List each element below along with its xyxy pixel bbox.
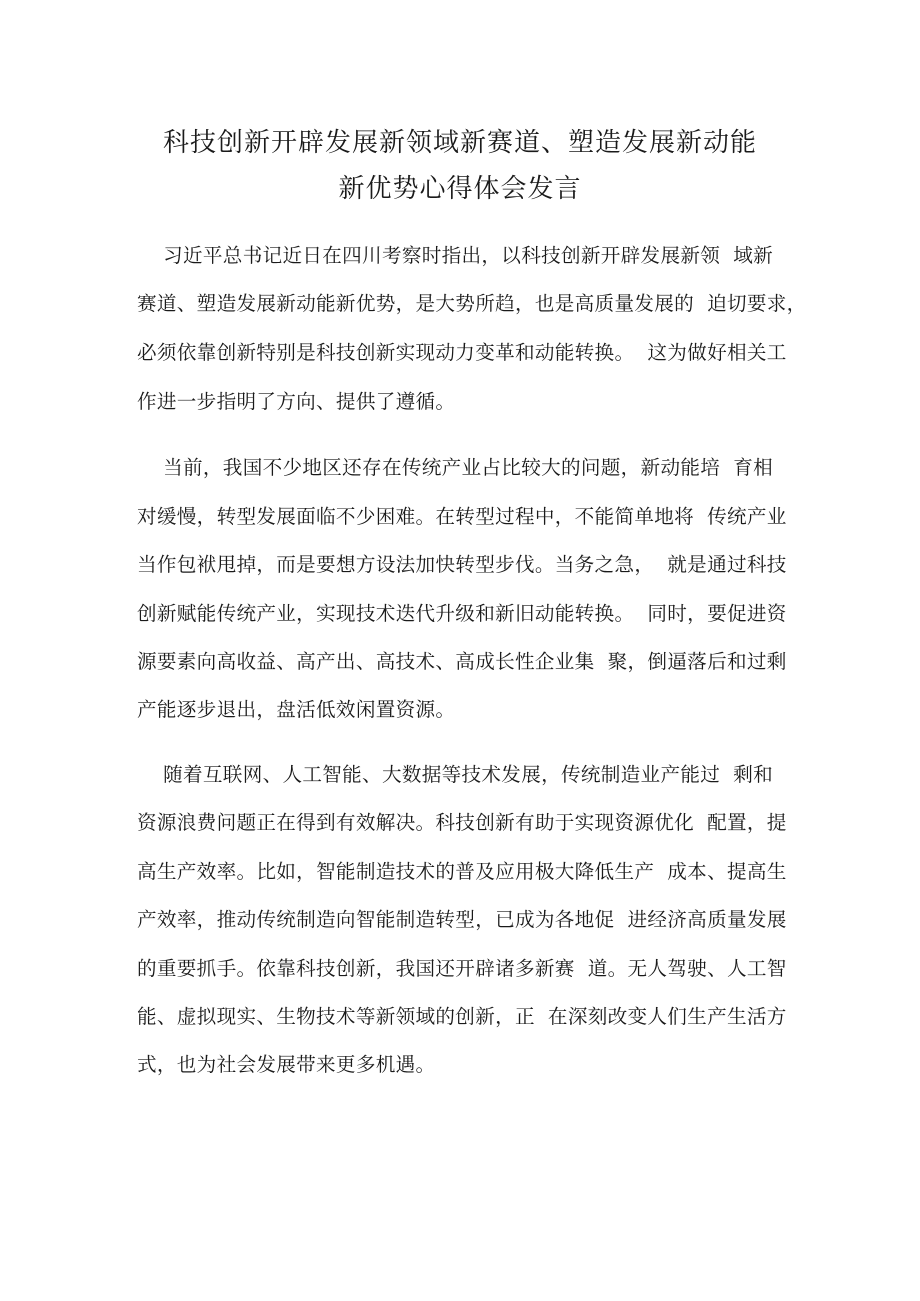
document-title-line-2: 新优势心得体会发言 [338,174,582,204]
paragraph-2-line-1: 当前，我国不少地区还存在传统产业占比较大的问题，新动能培 育相 [137,456,773,479]
paragraph-2-line-4: 创新赋能传统产业，实现技术迭代升级和新旧动能转换。 同时，要促进资 [137,602,787,625]
paragraph-1-line-2: 赛道、塑造发展新动能新优势，是大势所趋，也是高质量发展的 迫切要求， [137,292,807,315]
paragraph-3-line-5: 的重要抓手。依靠科技创新，我国还开辟诸多新赛 道。无人驾驶、人工智 [137,957,787,980]
paragraph-3-line-2: 资源浪费问题正在得到有效解决。科技创新有助于实现资源优化 配置，提 [137,811,787,834]
paragraph-2-line-6: 产能逐步退出，盘活低效闲置资源。 [137,698,456,721]
paragraph-3-line-4: 产效率，推动传统制造向智能制造转型，已成为各地促 进经济高质量发展 [137,908,787,931]
paragraph-2-line-2: 对缓慢，转型发展面临不少困难。在转型过程中，不能简单地将 传统产业 [137,505,787,528]
paragraph-1-line-1: 习近平总书记近日在四川考察时指出，以科技创新开辟发展新领 域新 [137,244,773,267]
paragraph-1-line-3: 必须依靠创新特别是科技创新实现动力变革和动能转换。 这为做好相关工 [137,341,787,364]
paragraph-3-line-6: 能、虚拟现实、生物技术等新领域的创新，正 在深刻改变人们生产生活方 [137,1005,787,1028]
paragraph-3-line-3: 高生产效率。比如，智能制造技术的普及应用极大降低生产 成本、提高生 [137,860,787,883]
paragraph-2-line-3: 当作包袱甩掉，而是要想方设法加快转型步伐。当务之急， 就是通过科技 [137,553,787,576]
paragraph-2-line-5: 源要素向高收益、高产出、高技术、高成长性企业集 聚，倒逼落后和过剩 [137,650,787,673]
paragraph-3-line-1: 随着互联网、人工智能、大数据等技术发展，传统制造业产能过 剩和 [137,763,773,786]
paragraph-1-line-4: 作进一步指明了方向、提供了遵循。 [137,390,456,413]
document-title-line-1: 科技创新开辟发展新领域新赛道、塑造发展新动能 [162,128,757,158]
paragraph-3-line-7: 式，也为社会发展带来更多机遇。 [137,1053,436,1076]
